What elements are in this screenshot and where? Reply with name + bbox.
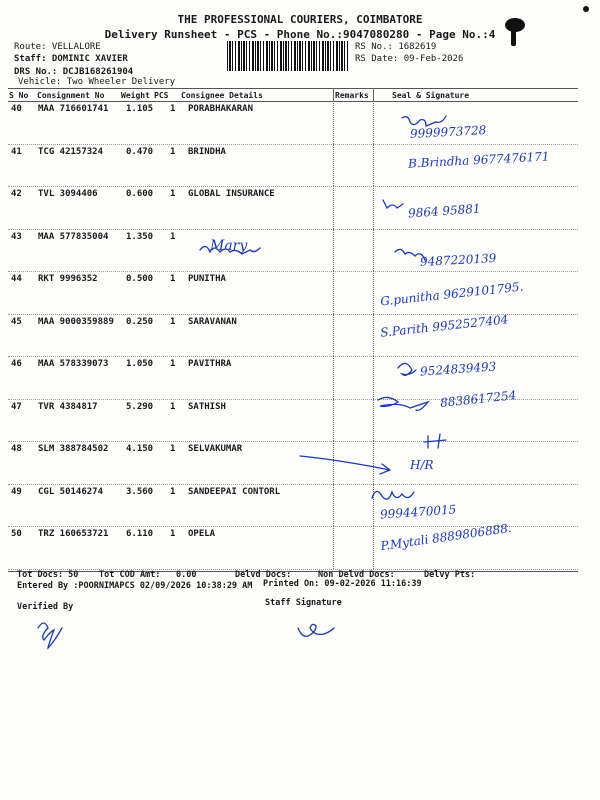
- handwritten-signature: H/R: [410, 458, 434, 472]
- row-consignment: MAA 577835004: [38, 231, 109, 242]
- tot-cod-value: 0.00: [176, 570, 197, 580]
- delvy-pts: Delvy Pts:: [424, 570, 476, 580]
- tot-cod-label: Tot COD Amt:: [99, 570, 161, 580]
- row-consignee: PAVITHRA: [188, 359, 232, 369]
- row-pcs: 1: [170, 401, 176, 412]
- row-weight: 6.110: [126, 529, 154, 539]
- row-pcs: 1: [170, 444, 176, 454]
- handwritten-signature: 9999973728: [409, 123, 487, 141]
- signature-scribble: [378, 397, 428, 410]
- delvd-docs: Delvd Docs:: [235, 570, 292, 580]
- row-consignee: OPELA: [188, 529, 216, 539]
- rs-date: RS Date: 09-Feb-2026: [355, 54, 464, 64]
- row-pcs: 1: [170, 316, 176, 327]
- handwritten-signature: 9994470015: [379, 502, 457, 522]
- row-consignee: BRINDHA: [188, 146, 226, 157]
- row-consignee: SARAVANAN: [188, 316, 237, 327]
- row-sno: 47: [11, 401, 22, 412]
- row-consignee: GLOBAL INSURANCE: [188, 189, 275, 199]
- drs-label: DRS No.: DCJB168261904: [14, 67, 134, 77]
- handwritten-signature: G.punitha 9629101795.: [379, 279, 524, 309]
- handwritten-name: Mary: [210, 238, 248, 254]
- row-consignment: TRZ 160653721: [38, 529, 109, 539]
- signature-scribble: [383, 200, 403, 208]
- row-consignment: MAA 9000359889: [38, 316, 114, 327]
- arrow-scribble: [300, 456, 390, 474]
- handwritten-signature: 8838617254: [439, 388, 517, 410]
- tot-docs: Tot Docs: 50: [17, 570, 79, 580]
- row-consignment: TCG 42157324: [38, 146, 104, 157]
- staff-label: Staff: DOMINIC XAVIER: [14, 54, 128, 64]
- non-delvd-docs: Non Delvd Docs:: [318, 570, 395, 580]
- verified-signature: [38, 623, 62, 648]
- row-pcs: 1: [170, 529, 176, 539]
- handwritten-signature: 9524839493: [419, 359, 497, 379]
- row-sno: 41: [11, 146, 22, 157]
- row-pcs: 1: [170, 104, 176, 114]
- row-sno: 43: [11, 231, 22, 242]
- route-label: Route: VELLALORE: [14, 42, 101, 52]
- row-consignee: PORABHAKARAN: [188, 104, 254, 114]
- row-weight: 4.150: [126, 444, 154, 454]
- col-sno: S No: [9, 91, 29, 100]
- row-sno: 45: [11, 316, 22, 327]
- row-consignee: PUNITHA: [188, 274, 226, 284]
- verified-by: Verified By: [17, 602, 74, 612]
- col-consignment: Consignment No: [37, 91, 105, 100]
- row-sno: 42: [11, 189, 22, 199]
- row-consignment: TVR 4384817: [38, 401, 98, 412]
- row-sno: 44: [11, 274, 22, 284]
- row-sno: 48: [11, 444, 22, 454]
- handwritten-signature: 9487220139: [419, 251, 497, 269]
- row-consignee: SATHISH: [188, 401, 226, 412]
- company-title: THE PROFESSIONAL COURIERS, COIMBATORE: [177, 13, 423, 26]
- col-pcs: PCS: [154, 91, 169, 100]
- col-details: Consignee Details: [181, 91, 263, 100]
- signature-hr-mark: [424, 434, 446, 448]
- handwritten-signature: B.Brindha 9677476171: [407, 149, 550, 171]
- col-remarks: Remarks: [335, 91, 369, 100]
- col-seal: Seal & Signature: [392, 91, 470, 100]
- handwritten-signature: P.Mytali 8889806888.: [379, 520, 513, 554]
- row-consignment: TVL 3094406: [38, 189, 98, 199]
- handwritten-signature: 9864 95881: [407, 201, 481, 221]
- row-pcs: 1: [170, 486, 176, 497]
- row-pcs: 1: [170, 189, 176, 199]
- row-consignment: MAA 578339073: [38, 359, 109, 369]
- row-consignee: SANDEEPAI CONTORL: [188, 486, 281, 497]
- row-weight: 0.250: [126, 316, 154, 327]
- rs-no: RS No.: 1682619: [355, 42, 437, 52]
- handwritten-signature: S.Parith 9952527404: [379, 312, 509, 340]
- row-weight: 3.560: [126, 486, 154, 497]
- row-weight: 0.500: [126, 274, 154, 284]
- signature-scribble: [398, 363, 416, 375]
- printed-on: Printed On: 09-02-2026 11:16:39: [263, 579, 422, 589]
- entered-by: Entered By :POORNIMAPCS 02/09/2026 10:38:29 AM: [17, 581, 253, 591]
- row-weight: 0.470: [126, 146, 154, 157]
- row-consignment: CGL 50146274: [38, 486, 104, 497]
- row-weight: 0.600: [126, 189, 154, 199]
- col-weight: Weight: [121, 91, 150, 100]
- vehicle-label: Vehicle: Two Wheeler Delivery: [18, 77, 176, 87]
- row-weight: 5.290: [126, 401, 154, 412]
- row-pcs: 1: [170, 274, 176, 284]
- runsheet-title: Delivery Runsheet - PCS - Phone No.:9047080280 - Page No.:4: [104, 28, 496, 41]
- row-sno: 49: [11, 486, 22, 497]
- row-consignment: MAA 716601741: [38, 104, 109, 114]
- row-weight: 1.050: [126, 359, 154, 369]
- row-sno: 50: [11, 529, 22, 539]
- staff-signature: [298, 624, 334, 636]
- row-consignment: RKT 9996352: [38, 274, 98, 284]
- row-pcs: 1: [170, 231, 176, 242]
- row-sno: 40: [11, 104, 22, 114]
- row-weight: 1.105: [126, 104, 154, 114]
- signature-scribble: [372, 491, 414, 499]
- row-sno: 46: [11, 359, 22, 369]
- row-consignment: SLM 388784502: [38, 444, 109, 454]
- row-pcs: 1: [170, 146, 176, 157]
- row-weight: 1.350: [126, 231, 154, 242]
- row-pcs: 1: [170, 359, 176, 369]
- staff-signature-label: Staff Signature: [265, 598, 342, 608]
- row-consignee: SELVAKUMAR: [188, 444, 243, 454]
